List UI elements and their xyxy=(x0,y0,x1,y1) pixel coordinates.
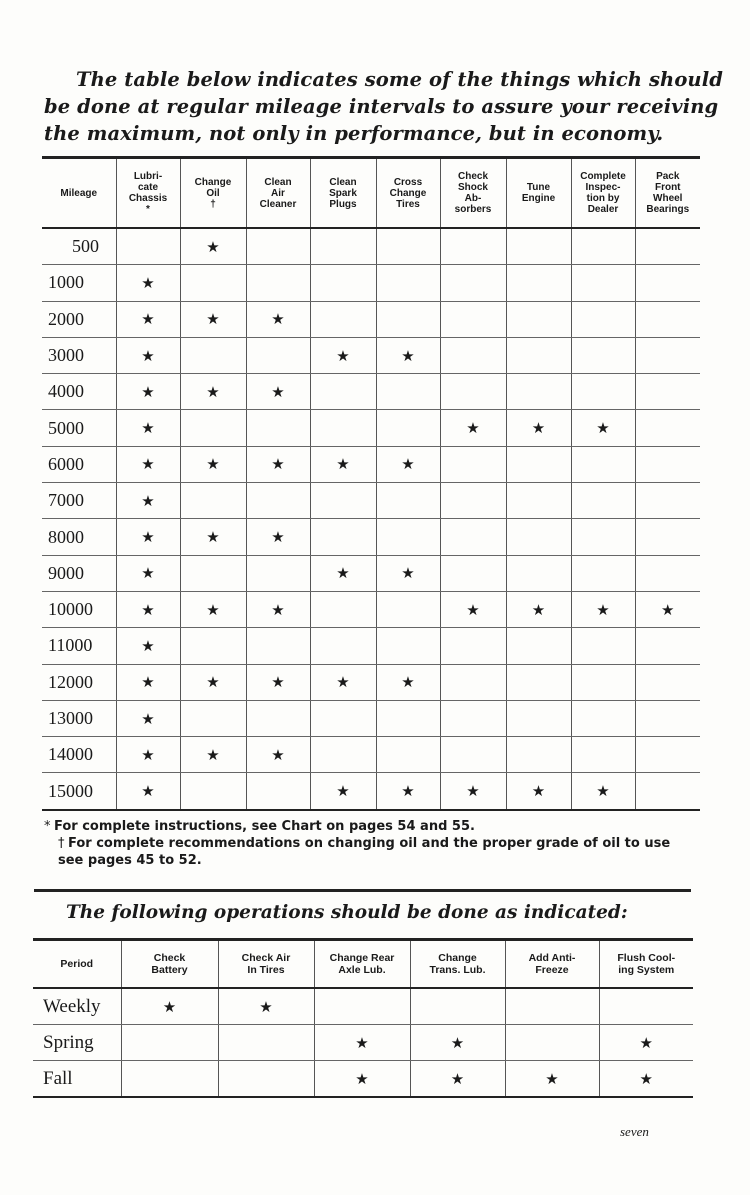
empty-cell xyxy=(218,1061,314,1098)
star-mark-icon: ★ xyxy=(180,737,246,773)
star-mark-icon: ★ xyxy=(180,374,246,410)
empty-cell xyxy=(121,1061,218,1098)
section-subtitle: The following operations should be done as indicated: xyxy=(66,902,628,923)
star-mark-icon: ★ xyxy=(506,410,571,446)
empty-cell xyxy=(310,591,376,627)
star-mark-icon: ★ xyxy=(410,1061,505,1098)
star-mark-icon: ★ xyxy=(376,555,440,591)
star-mark-icon: ★ xyxy=(310,555,376,591)
star-mark-icon: ★ xyxy=(506,773,571,810)
empty-cell xyxy=(440,700,506,736)
empty-cell xyxy=(376,265,440,301)
empty-cell xyxy=(376,519,440,555)
star-mark-icon: ★ xyxy=(121,988,218,1025)
empty-cell xyxy=(505,988,599,1025)
empty-cell xyxy=(410,988,505,1025)
star-mark-icon: ★ xyxy=(376,664,440,700)
mileage-label: 500 xyxy=(42,228,116,265)
mileage-label: 4000 xyxy=(42,374,116,410)
star-mark-icon: ★ xyxy=(116,483,180,519)
star-mark-icon: ★ xyxy=(314,1061,410,1098)
empty-cell xyxy=(635,446,700,482)
empty-cell xyxy=(506,555,571,591)
star-mark-icon: ★ xyxy=(116,737,180,773)
empty-cell xyxy=(506,483,571,519)
empty-cell xyxy=(310,519,376,555)
empty-cell xyxy=(246,773,310,810)
mileage-label: 1000 xyxy=(42,265,116,301)
mileage-header-1: Lubri- cate Chassis * xyxy=(116,158,180,229)
empty-cell xyxy=(376,410,440,446)
star-mark-icon: ★ xyxy=(246,301,310,337)
empty-cell xyxy=(635,265,700,301)
star-mark-icon: ★ xyxy=(571,410,635,446)
intro-line-1: The table below indicates some of the things which should xyxy=(76,68,723,91)
star-mark-icon: ★ xyxy=(116,773,180,810)
footnote-1 xyxy=(44,818,700,835)
star-mark-icon: ★ xyxy=(180,519,246,555)
empty-cell xyxy=(121,1025,218,1061)
star-mark-icon: ★ xyxy=(116,301,180,337)
empty-cell xyxy=(246,555,310,591)
empty-cell xyxy=(440,301,506,337)
star-mark-icon: ★ xyxy=(246,591,310,627)
star-mark-icon: ★ xyxy=(116,446,180,482)
empty-cell xyxy=(635,374,700,410)
table-row xyxy=(42,483,700,519)
star-mark-icon: ★ xyxy=(310,773,376,810)
empty-cell xyxy=(310,700,376,736)
period-header-3: Change Rear Axle Lub. xyxy=(314,940,410,989)
star-mark-icon: ★ xyxy=(246,519,310,555)
mileage-label: 9000 xyxy=(42,555,116,591)
period-label: Weekly xyxy=(33,988,121,1025)
empty-cell xyxy=(571,446,635,482)
empty-cell xyxy=(246,265,310,301)
empty-cell xyxy=(246,228,310,265)
star-mark-icon: ★ xyxy=(116,410,180,446)
periodic-operations-table xyxy=(33,938,693,1098)
mileage-header-7: Tune Engine xyxy=(506,158,571,229)
empty-cell xyxy=(310,374,376,410)
empty-cell xyxy=(571,519,635,555)
empty-cell xyxy=(571,700,635,736)
empty-cell xyxy=(246,483,310,519)
empty-cell xyxy=(635,519,700,555)
mileage-header-6: Check Shock Ab- sorbers xyxy=(440,158,506,229)
empty-cell xyxy=(635,228,700,265)
mileage-label: 3000 xyxy=(42,337,116,373)
section-divider xyxy=(34,889,691,892)
empty-cell xyxy=(506,737,571,773)
empty-cell xyxy=(571,737,635,773)
mileage-label: 10000 xyxy=(42,591,116,627)
period-header-5: Add Anti- Freeze xyxy=(505,940,599,989)
empty-cell xyxy=(506,664,571,700)
period-header-0: Period xyxy=(33,940,121,989)
empty-cell xyxy=(571,337,635,373)
mileage-header-0: Mileage xyxy=(42,158,116,229)
table-row xyxy=(42,228,700,265)
empty-cell xyxy=(180,483,246,519)
star-mark-icon: ★ xyxy=(505,1061,599,1098)
table-row xyxy=(42,337,700,373)
star-mark-icon: ★ xyxy=(376,446,440,482)
mileage-label: 12000 xyxy=(42,664,116,700)
empty-cell xyxy=(376,228,440,265)
empty-cell xyxy=(506,700,571,736)
table-row xyxy=(42,446,700,482)
mileage-header-2: Change Oil † xyxy=(180,158,246,229)
period-header-4: Change Trans. Lub. xyxy=(410,940,505,989)
empty-cell xyxy=(440,519,506,555)
period-label: Spring xyxy=(33,1025,121,1061)
empty-cell xyxy=(571,301,635,337)
page-number: seven xyxy=(620,1124,649,1139)
star-mark-icon: ★ xyxy=(440,591,506,627)
table-row xyxy=(33,988,693,1025)
intro-paragraph xyxy=(44,66,723,147)
empty-cell xyxy=(376,591,440,627)
mileage-label: 14000 xyxy=(42,737,116,773)
empty-cell xyxy=(440,628,506,664)
star-mark-icon: ★ xyxy=(376,337,440,373)
empty-cell xyxy=(440,265,506,301)
empty-cell xyxy=(246,700,310,736)
star-mark-icon: ★ xyxy=(635,591,700,627)
mileage-label: 11000 xyxy=(42,628,116,664)
empty-cell xyxy=(635,700,700,736)
mileage-header-3: Clean Air Cleaner xyxy=(246,158,310,229)
empty-cell xyxy=(571,628,635,664)
empty-cell xyxy=(571,265,635,301)
empty-cell xyxy=(376,301,440,337)
table-row xyxy=(33,1025,693,1061)
empty-cell xyxy=(180,700,246,736)
empty-cell xyxy=(440,483,506,519)
empty-cell xyxy=(376,483,440,519)
star-mark-icon: ★ xyxy=(180,228,246,265)
star-mark-icon: ★ xyxy=(116,374,180,410)
empty-cell xyxy=(180,773,246,810)
star-mark-icon: ★ xyxy=(116,265,180,301)
star-mark-icon: ★ xyxy=(314,1025,410,1061)
table-row xyxy=(42,700,700,736)
mileage-label: 8000 xyxy=(42,519,116,555)
empty-cell xyxy=(635,628,700,664)
empty-cell xyxy=(376,374,440,410)
star-mark-icon: ★ xyxy=(246,664,310,700)
mileage-label: 2000 xyxy=(42,301,116,337)
empty-cell xyxy=(635,301,700,337)
table-row xyxy=(42,301,700,337)
footnote-2-text: For complete recommendations on changing oil and the proper grade of oil to use see pages 45 to 52. xyxy=(58,836,671,868)
footnote-2-symbol: † xyxy=(58,836,65,851)
period-header-6: Flush Cool- ing System xyxy=(599,940,693,989)
star-mark-icon: ★ xyxy=(116,519,180,555)
empty-cell xyxy=(571,664,635,700)
empty-cell xyxy=(310,410,376,446)
star-mark-icon: ★ xyxy=(180,591,246,627)
empty-cell xyxy=(310,265,376,301)
empty-cell xyxy=(310,628,376,664)
star-mark-icon: ★ xyxy=(218,988,314,1025)
mileage-header-4: Clean Spark Plugs xyxy=(310,158,376,229)
empty-cell xyxy=(506,265,571,301)
table-row xyxy=(42,265,700,301)
empty-cell xyxy=(440,664,506,700)
period-label: Fall xyxy=(33,1061,121,1098)
footnote-2 xyxy=(44,835,700,869)
star-mark-icon: ★ xyxy=(410,1025,505,1061)
footnote-1-text: For complete instructions, see Chart on pages 54 and 55. xyxy=(54,819,475,834)
star-mark-icon: ★ xyxy=(440,410,506,446)
empty-cell xyxy=(116,228,180,265)
table-row xyxy=(42,555,700,591)
star-mark-icon: ★ xyxy=(599,1025,693,1061)
star-mark-icon: ★ xyxy=(180,301,246,337)
empty-cell xyxy=(506,337,571,373)
mileage-label: 7000 xyxy=(42,483,116,519)
star-mark-icon: ★ xyxy=(180,446,246,482)
star-mark-icon: ★ xyxy=(246,446,310,482)
star-mark-icon: ★ xyxy=(246,737,310,773)
table-row xyxy=(42,737,700,773)
mileage-label: 6000 xyxy=(42,446,116,482)
period-table-body xyxy=(33,988,693,1097)
star-mark-icon: ★ xyxy=(571,591,635,627)
period-header-1: Check Battery xyxy=(121,940,218,989)
empty-cell xyxy=(440,555,506,591)
table-row xyxy=(42,519,700,555)
empty-cell xyxy=(571,228,635,265)
star-mark-icon: ★ xyxy=(571,773,635,810)
empty-cell xyxy=(599,988,693,1025)
empty-cell xyxy=(571,555,635,591)
star-mark-icon: ★ xyxy=(116,664,180,700)
table-row xyxy=(42,773,700,810)
star-mark-icon: ★ xyxy=(180,664,246,700)
empty-cell xyxy=(635,773,700,810)
empty-cell xyxy=(635,483,700,519)
intro-line-2: be done at regular mileage intervals to assure your receiving xyxy=(44,95,719,118)
footnotes xyxy=(44,818,700,869)
mileage-header-8: Complete Inspec- tion by Dealer xyxy=(571,158,635,229)
star-mark-icon: ★ xyxy=(440,773,506,810)
star-mark-icon: ★ xyxy=(246,374,310,410)
star-mark-icon: ★ xyxy=(116,337,180,373)
star-mark-icon: ★ xyxy=(506,591,571,627)
period-table-header xyxy=(33,940,693,989)
empty-cell xyxy=(635,410,700,446)
mileage-header-5: Cross Change Tires xyxy=(376,158,440,229)
empty-cell xyxy=(376,737,440,773)
star-mark-icon: ★ xyxy=(376,773,440,810)
mileage-label: 15000 xyxy=(42,773,116,810)
intro-line-3: the maximum, not only in performance, but in economy. xyxy=(44,122,664,145)
empty-cell xyxy=(440,374,506,410)
star-mark-icon: ★ xyxy=(116,555,180,591)
empty-cell xyxy=(505,1025,599,1061)
empty-cell xyxy=(310,737,376,773)
mileage-maintenance-table xyxy=(42,156,700,811)
star-mark-icon: ★ xyxy=(310,664,376,700)
empty-cell xyxy=(440,228,506,265)
period-header-2: Check Air In Tires xyxy=(218,940,314,989)
table-row xyxy=(33,1061,693,1098)
empty-cell xyxy=(635,555,700,591)
empty-cell xyxy=(180,337,246,373)
table-row xyxy=(42,591,700,627)
mileage-table-body xyxy=(42,228,700,810)
mileage-label: 5000 xyxy=(42,410,116,446)
empty-cell xyxy=(506,301,571,337)
empty-cell xyxy=(180,410,246,446)
footnote-1-symbol: * xyxy=(44,819,51,834)
empty-cell xyxy=(506,519,571,555)
empty-cell xyxy=(376,628,440,664)
table-row xyxy=(42,628,700,664)
empty-cell xyxy=(440,446,506,482)
empty-cell xyxy=(440,737,506,773)
empty-cell xyxy=(635,664,700,700)
star-mark-icon: ★ xyxy=(639,1069,653,1088)
empty-cell xyxy=(180,628,246,664)
empty-cell xyxy=(506,628,571,664)
empty-cell xyxy=(310,483,376,519)
table-row xyxy=(42,374,700,410)
empty-cell xyxy=(180,555,246,591)
star-mark-icon: ★ xyxy=(116,700,180,736)
empty-cell xyxy=(310,228,376,265)
star-mark-icon: ★ xyxy=(116,591,180,627)
empty-cell xyxy=(635,737,700,773)
empty-cell xyxy=(506,446,571,482)
empty-cell xyxy=(246,628,310,664)
star-mark-icon: ★ xyxy=(310,446,376,482)
mileage-label: 13000 xyxy=(42,700,116,736)
empty-cell xyxy=(246,410,310,446)
empty-cell xyxy=(180,265,246,301)
empty-cell xyxy=(571,374,635,410)
empty-cell xyxy=(440,337,506,373)
star-mark-icon: ★ xyxy=(310,337,376,373)
mileage-table-header xyxy=(42,158,700,229)
table-row xyxy=(42,410,700,446)
star-mark-icon: ★ xyxy=(116,628,180,664)
empty-cell xyxy=(571,483,635,519)
empty-cell xyxy=(635,337,700,373)
mileage-header-9: Pack Front Wheel Bearings xyxy=(635,158,700,229)
empty-cell xyxy=(310,301,376,337)
empty-cell xyxy=(218,1025,314,1061)
empty-cell xyxy=(376,700,440,736)
empty-cell xyxy=(506,374,571,410)
empty-cell xyxy=(506,228,571,265)
empty-cell xyxy=(246,337,310,373)
empty-cell xyxy=(314,988,410,1025)
table-row xyxy=(42,664,700,700)
